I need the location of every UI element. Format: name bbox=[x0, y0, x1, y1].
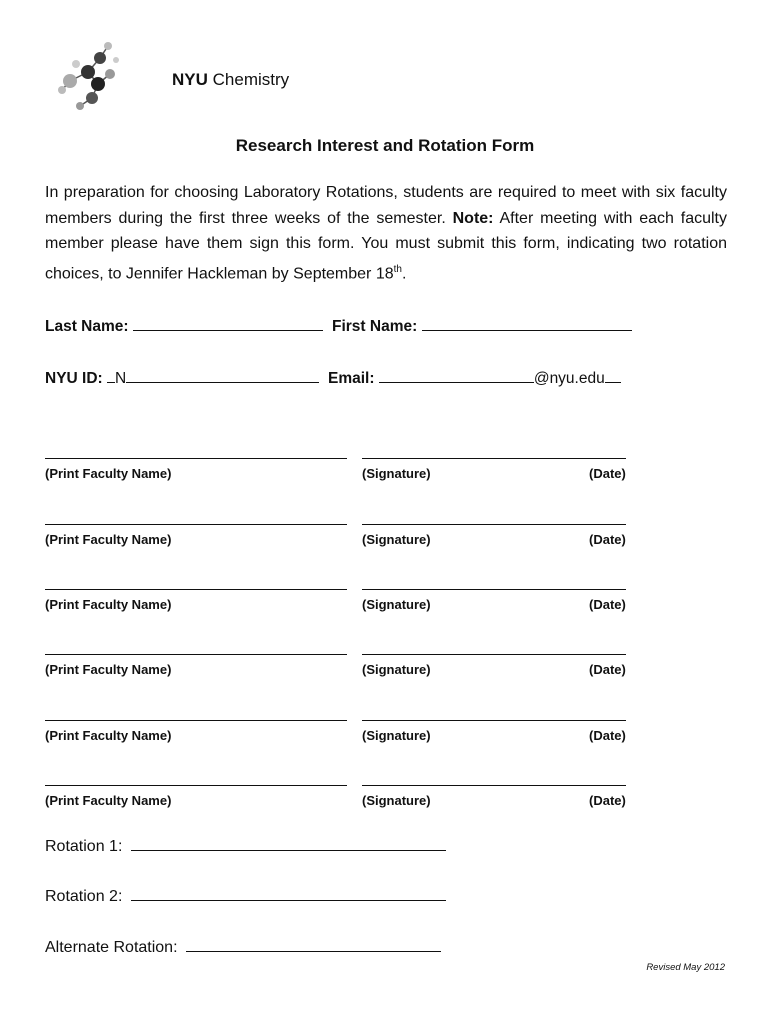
signature-caption: (Signature) bbox=[362, 532, 431, 547]
signature-caption: (Signature) bbox=[362, 597, 431, 612]
signature-line[interactable] bbox=[362, 524, 626, 525]
note-label: Note: bbox=[452, 209, 494, 227]
department-header: NYU Chemistry bbox=[172, 70, 290, 89]
signature-line[interactable] bbox=[362, 654, 626, 655]
signature-caption: (Signature) bbox=[362, 662, 431, 677]
form-title: Research Interest and Rotation Form bbox=[235, 136, 535, 155]
date-caption: (Date) bbox=[589, 532, 626, 547]
date-caption: (Date) bbox=[589, 728, 626, 743]
last-name-field[interactable]: Last Name: bbox=[45, 316, 323, 336]
revision-note: Revised May 2012 bbox=[646, 962, 725, 973]
date-caption: (Date) bbox=[589, 793, 626, 808]
email-field[interactable]: Email: @nyu.edu bbox=[328, 368, 621, 388]
rotation-1-field[interactable]: Rotation 1: bbox=[45, 836, 446, 856]
first-name-field[interactable]: First Name: bbox=[332, 316, 632, 336]
date-caption: (Date) bbox=[589, 466, 626, 481]
signature-line[interactable] bbox=[362, 458, 626, 459]
signature-line[interactable] bbox=[362, 785, 626, 786]
print-name-caption: (Print Faculty Name) bbox=[45, 793, 172, 808]
signature-caption: (Signature) bbox=[362, 793, 431, 808]
faculty-name-line[interactable] bbox=[45, 524, 347, 525]
faculty-name-line[interactable] bbox=[45, 458, 347, 459]
print-name-caption: (Print Faculty Name) bbox=[45, 728, 172, 743]
print-name-caption: (Print Faculty Name) bbox=[45, 662, 172, 677]
faculty-name-line[interactable] bbox=[45, 589, 347, 590]
signature-line[interactable] bbox=[362, 720, 626, 721]
signature-line[interactable] bbox=[362, 589, 626, 590]
faculty-name-line[interactable] bbox=[45, 785, 347, 786]
signature-caption: (Signature) bbox=[362, 466, 431, 481]
print-name-caption: (Print Faculty Name) bbox=[45, 597, 172, 612]
print-name-caption: (Print Faculty Name) bbox=[45, 466, 172, 481]
signature-caption: (Signature) bbox=[362, 728, 431, 743]
intro-paragraph: In preparation for choosing Laboratory Rotations, students are required to meet with six faculty members during the first three weeks of the semester. Note: After meeting with each faculty member please have them sign this form. You must submit this form, indicating two rotation choices, to Jennifer Hackleman by September 18th. bbox=[45, 184, 727, 282]
rotation-2-field[interactable]: Rotation 2: bbox=[45, 886, 446, 906]
faculty-name-line[interactable] bbox=[45, 720, 347, 721]
date-caption: (Date) bbox=[589, 662, 626, 677]
alternate-rotation-field[interactable]: Alternate Rotation: bbox=[45, 937, 441, 957]
molecule-icon bbox=[50, 36, 128, 114]
date-caption: (Date) bbox=[589, 597, 626, 612]
print-name-caption: (Print Faculty Name) bbox=[45, 532, 172, 547]
faculty-name-line[interactable] bbox=[45, 654, 347, 655]
nyu-id-field[interactable]: NYU ID: N bbox=[45, 368, 319, 388]
